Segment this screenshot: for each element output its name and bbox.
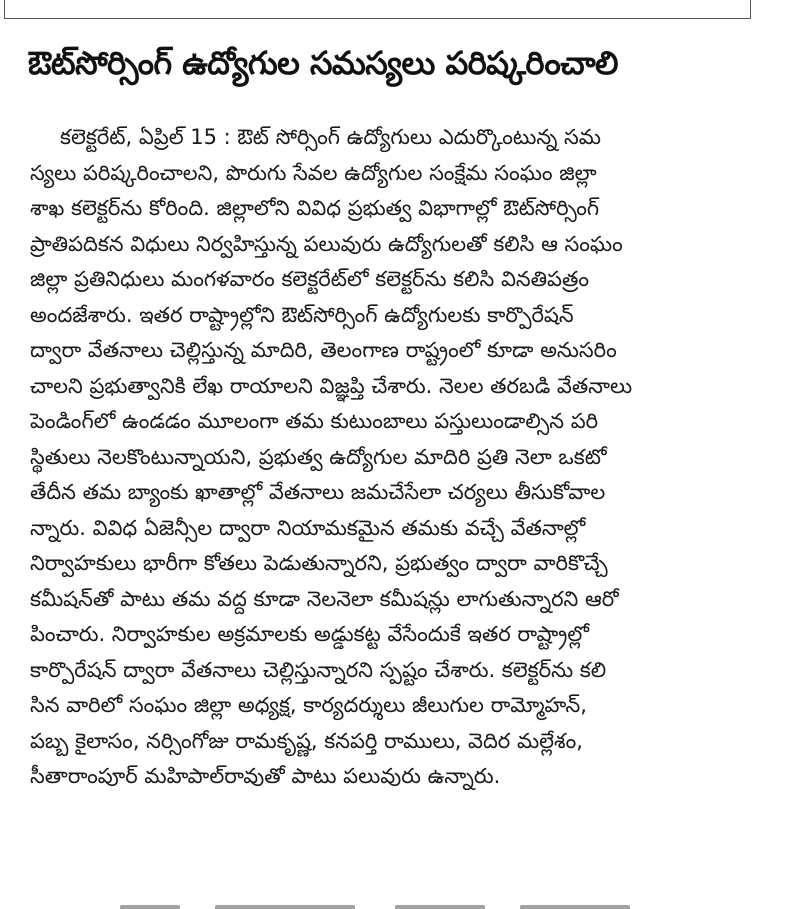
article-line: ప్రాతిపదికన విధులు నిర్వహిస్తున్న పలువురు ఉద్యోగులతో కలిసి ఆ సంఘం bbox=[30, 231, 623, 256]
next-article-cut-text bbox=[0, 901, 800, 909]
article-line: కమీషన్‌తో పాటు తమ వద్ద కూడా నెలనెలా కమీషన్లు లాగుతున్నారని ఆరో bbox=[30, 586, 619, 611]
article-body bbox=[30, 120, 742, 795]
article-line: న్నారు. వివిధ ఏజెన్సీల ద్వారా నియామకమైన తమకు వచ్చే వేతనాల్లో bbox=[30, 515, 586, 540]
article-line: స్యలు పరిష్కరించాలని, పొరుగు సేవల ఉద్యోగుల సంక్షేమ సంఘం జిల్లా bbox=[30, 160, 597, 185]
article-line: పబ్బ కైలాసం, నర్సింగోజు రామకృష్ణ, కనపర్తి రాములు, వెదిర మల్లేశం, bbox=[30, 728, 583, 753]
article-line: కలెక్టరేట్, ఏప్రిల్ 15 : ఔట్ సోర్సింగ్ ఉద్యోగులు ఎదుర్కొంటున్న సమ bbox=[60, 125, 601, 149]
article-line: పించారు. నిర్వాహకుల అక్రమాలకు అడ్డుకట్ట వేసేందుకే ఇతర రాష్ట్రాల్లో bbox=[30, 622, 589, 646]
article-line: సీతారాంపూర్ మహిపాల్‌రావుతో పాటు పలువురు ఉన్నారు. bbox=[30, 764, 501, 788]
article-headline: ఔట్‌సోర్సింగ్ ఉద్యోగుల సమస్యలు పరిష్కరించాలి bbox=[28, 44, 618, 82]
article-line: సిన వారిలో సంఘం జిల్లా అధ్యక్ష, కార్యదర్శులు జీలుగుల రామ్మోహన్, bbox=[30, 693, 587, 717]
article-line: చాలని ప్రభుత్వానికి లేఖ రాయాలని విజ్ఞప్తి చేశారు. నెలల తరబడి వేతనాలు bbox=[30, 373, 633, 398]
previous-article-box bbox=[4, 0, 751, 19]
article-line: ద్వారా వేతనాలు చెల్లిస్తున్న మాదిరి, తెలంగాణ రాష్ట్రంలో కూడా అనుసరిం bbox=[30, 338, 617, 362]
article-line: తేదీన తమ బ్యాంకు ఖాతాల్లో వేతనాలు జమచేసేలా చర్యలు తీసుకోవాల bbox=[30, 480, 606, 504]
article-line: నిర్వాహకులు భారీగా కోతలు పెడుతున్నారని, ప్రభుత్వం ద్వారా వారికొచ్చే bbox=[30, 551, 608, 575]
article-line: అందజేశారు. ఇతర రాష్ట్రాల్లోని ఔట్‌సోర్సింగ్ ఉద్యోగులకు కార్పొరేషన్ bbox=[30, 302, 574, 327]
article-line: స్థితులు నెలకొంటున్నాయని, ప్రభుత్వ ఉద్యోగుల మాదిరి ప్రతి నెలా ఒకటో bbox=[30, 444, 607, 469]
article-line: పెండింగ్‌లో ఉండడం మూలంగా తమ కుటుంబాలు పస్తులుండాల్సిన పరి bbox=[30, 409, 599, 433]
article-line: శాఖ కలెక్టర్‌ను కోరింది. జిల్లాలోని వివిధ ప్రభుత్వ విభాగాల్లో ఔట్‌సోర్సింగ్ bbox=[30, 196, 600, 220]
article-line: కార్పొరేషన్ ద్వారా వేతనాలు చెల్లిస్తున్నారని స్పష్టం చేశారు. కలెక్టర్‌ను కలి bbox=[30, 657, 607, 682]
article-line: జిల్లా ప్రతినిధులు మంగళవారం కలెక్టరేట్‌లో కలెక్టర్‌ను కలిసి వినతిపత్రం bbox=[30, 267, 589, 291]
